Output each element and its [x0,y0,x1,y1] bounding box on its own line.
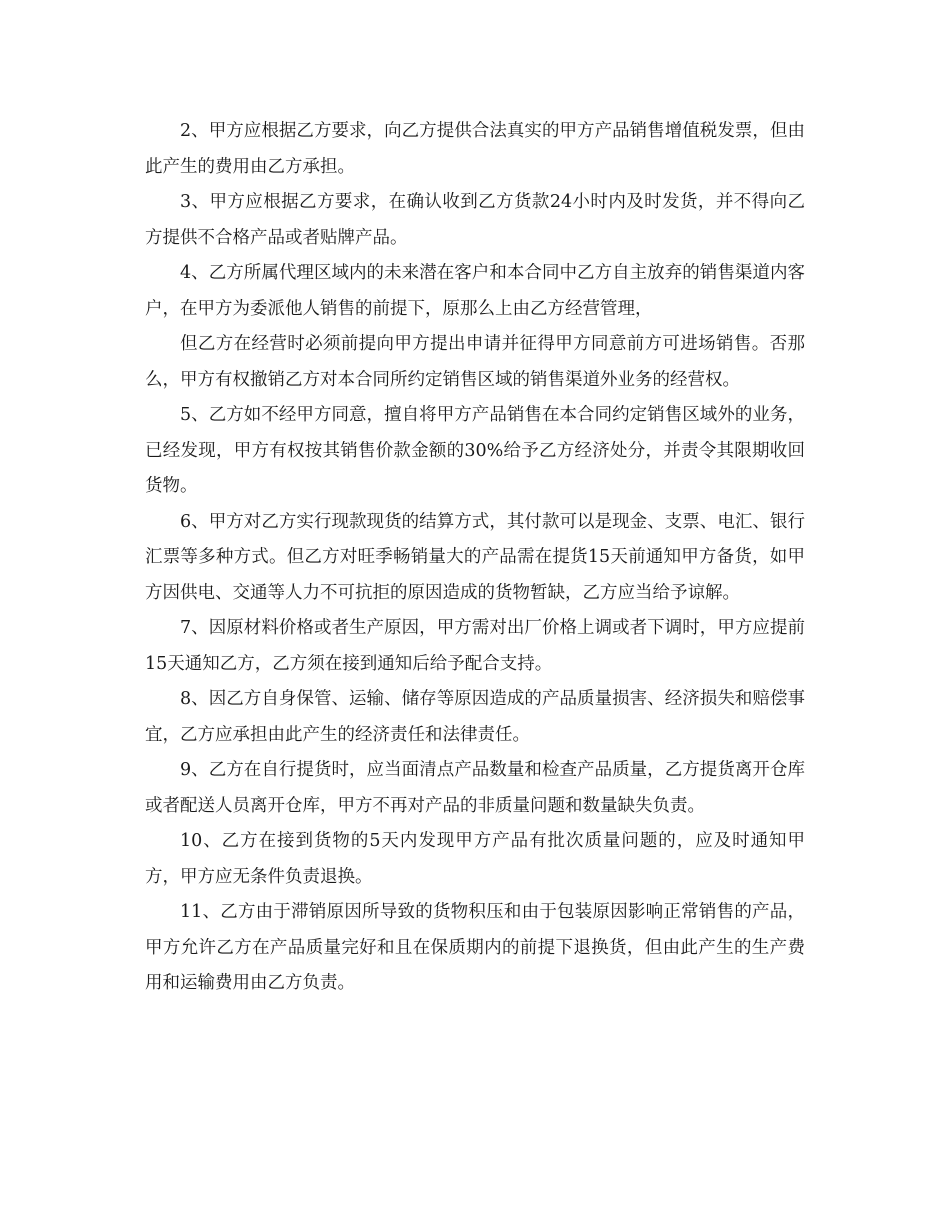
clause-3: 3、甲方应根据乙方要求，在确认收到乙方货款24小时内及时发货，并不得向乙方提供不合格产品或者贴牌产品。 [145,192,805,248]
clause-4: 4、乙方所属代理区域内的未来潜在客户和本合同中乙方自主放弃的销售渠道内客户，在甲方为委派他人销售的前提下，原那么上由乙方经营管理， [145,263,805,319]
clause-7: 7、因原材料价格或者生产原因，甲方需对出厂价格上调或者下调时，甲方应提前15天通知乙方，乙方须在接到通知后给予配合支持。 [145,618,805,674]
clause-8: 8、因乙方自身保管、运输、储存等原因造成的产品质量损害、经济损失和赔偿事宜，乙方应承担由此产生的经济责任和法律责任。 [145,689,805,745]
clause-4-continuation: 但乙方在经营时必须前提向甲方提出申请并征得甲方同意前方可进场销售。否那么，甲方有权撤销乙方对本合同所约定销售区域的销售渠道外业务的经营权。 [145,334,805,390]
clause-9: 9、乙方在自行提货时，应当面清点产品数量和检查产品质量，乙方提货离开仓库或者配送人员离开仓库，甲方不再对产品的非质量问题和数量缺失负责。 [145,760,805,816]
clause-5: 5、乙方如不经甲方同意，擅自将甲方产品销售在本合同约定销售区域外的业务，已经发现，甲方有权按其销售价款金额的30%给予乙方经济处分，并责令其限期收回货物。 [145,405,805,496]
clause-6: 6、甲方对乙方实行现款现货的结算方式，其付款可以是现金、支票、电汇、银行汇票等多种方式。但乙方对旺季畅销量大的产品需在提货15天前通知甲方备货，如甲方因供电、交通等人力不可抗拒的原因造成的货物暂缺，乙方应当给予谅解。 [145,511,805,603]
clause-10: 10、乙方在接到货物的5天内发现甲方产品有批次质量问题的，应及时通知甲方，甲方应无条件负责退换。 [145,831,805,887]
document-body [145,114,805,1002]
clause-2: 2、甲方应根据乙方要求，向乙方提供合法真实的甲方产品销售增值税发票，但由此产生的费用由乙方承担。 [145,121,805,177]
clause-11: 11、乙方由于滞销原因所导致的货物积压和由于包装原因影响正常销售的产品，甲方允许乙方在产品质量完好和且在保质期内的前提下退换货，但由此产生的生产费用和运输费用由乙方负责。 [145,902,805,993]
